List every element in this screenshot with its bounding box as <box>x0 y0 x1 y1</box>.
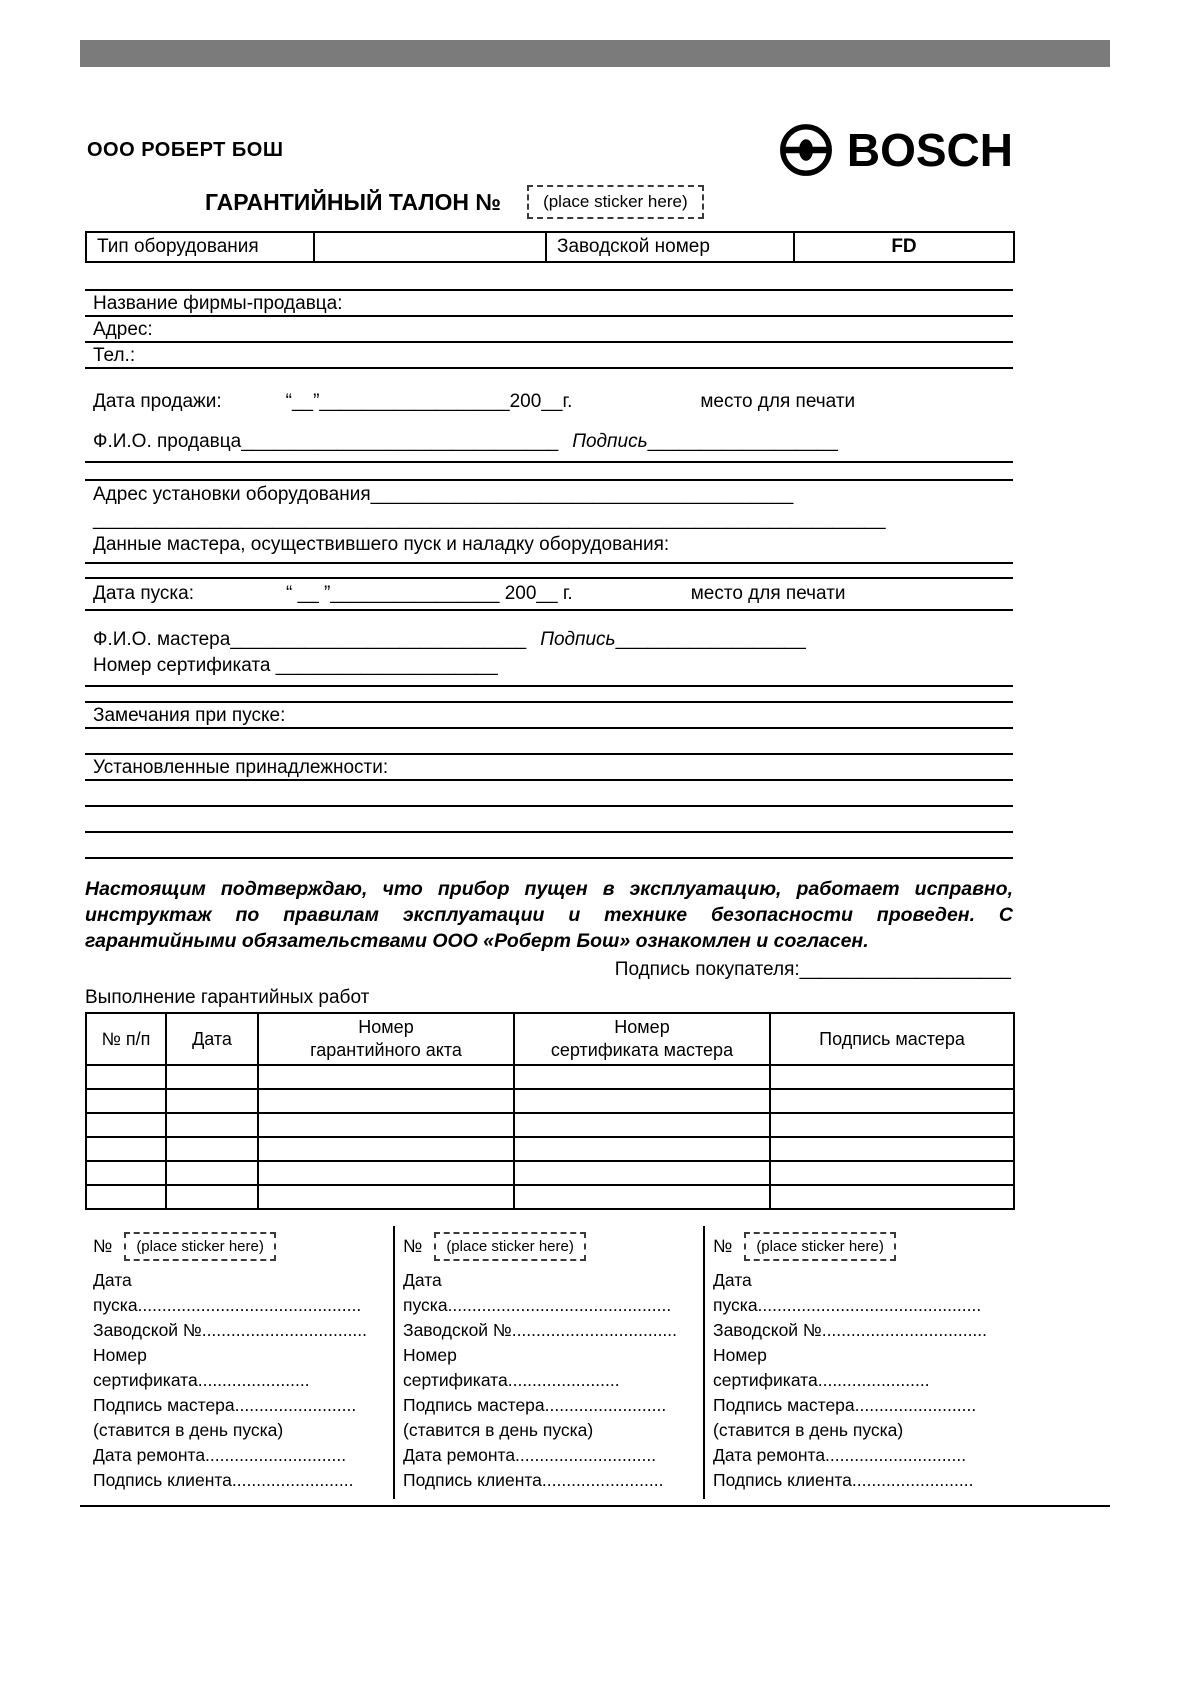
certificate-label: Номер сертификата <box>93 655 276 676</box>
blank-line-row <box>85 781 1013 807</box>
warranty-works-table <box>85 1012 1015 1210</box>
warranty-empty-cell <box>258 1137 514 1161</box>
title-row <box>205 185 1013 219</box>
stamp-place-note: место для печати <box>700 391 856 412</box>
col-header-master-cert <box>514 1013 770 1065</box>
buyer-signature-row <box>85 959 1013 981</box>
header-line: Дата <box>192 1028 232 1049</box>
coupon-line-start: пуска.............................................. <box>713 1294 982 1315</box>
seller-phone-label: Тел.: <box>93 345 136 366</box>
seller-firm-label: Название фирмы-продавца: <box>93 293 343 314</box>
coupon-header <box>93 1228 383 1266</box>
remarks-label: Замечания при пуске: <box>93 705 286 726</box>
fd-label: FD <box>794 232 1014 262</box>
master-signature-row <box>85 629 1013 651</box>
coupon-line-cert-num: сертификата....................... <box>403 1369 620 1390</box>
coupon-line-serial: Заводской №.................................. <box>403 1319 678 1340</box>
warranty-empty-cell <box>514 1161 770 1185</box>
bottom-divider <box>80 1505 1110 1507</box>
master-sign-label: Подпись <box>540 629 616 650</box>
coupon-line-start: пуска.............................................. <box>403 1294 672 1315</box>
sticker-placeholder: (place sticker here) <box>527 185 704 219</box>
warranty-empty-cell <box>166 1089 258 1113</box>
seller-firm-row <box>85 291 1013 317</box>
warranty-empty-cell <box>770 1113 1014 1137</box>
bosch-logo-text: BOSCH <box>846 124 1013 176</box>
coupon-sticker-placeholder: (place sticker here) <box>124 1232 276 1261</box>
coupon-1 <box>85 1226 393 1499</box>
sale-date-blank: “__”__________________200__г. <box>285 391 573 412</box>
warranty-works-title: Выполнение гарантийных работ <box>85 986 370 1008</box>
coupon-number-label: № <box>403 1236 423 1257</box>
blank-line-row <box>85 729 1013 755</box>
coupon-2 <box>393 1226 703 1499</box>
equipment-table <box>85 231 1015 263</box>
stamp-place-note-2: место для печати <box>690 583 846 604</box>
master-name-blank: ____________________________ <box>230 629 527 650</box>
coupon-line-cert-word: Номер <box>713 1344 767 1365</box>
col-header-act-number <box>258 1013 514 1065</box>
coupon-line-note: (ставится в день пуска) <box>713 1419 904 1440</box>
seller-address-row <box>85 317 1013 343</box>
warranty-empty-cell <box>166 1113 258 1137</box>
coupon-header <box>713 1228 1003 1266</box>
warranty-empty-cell <box>258 1113 514 1137</box>
warranty-empty-cell <box>514 1113 770 1137</box>
start-date-blank: “ __ ”________________ 200__ г. <box>286 583 573 604</box>
coupons-row <box>85 1226 1013 1499</box>
coupon-line-repair-date: Дата ремонта............................. <box>93 1444 347 1465</box>
warranty-empty-row <box>86 1137 1014 1161</box>
install-address-blank: ________________________________________ <box>370 484 794 505</box>
coupon-line-repair-date: Дата ремонта............................. <box>713 1444 967 1465</box>
warranty-empty-cell <box>258 1185 514 1209</box>
warranty-empty-cell <box>514 1065 770 1089</box>
coupon-sticker-placeholder: (place sticker here) <box>744 1232 896 1261</box>
coupon-line-master-sign: Подпись мастера......................... <box>713 1394 977 1415</box>
certificate-number-row <box>85 651 1013 687</box>
warranty-empty-row <box>86 1065 1014 1089</box>
warranty-empty-row <box>86 1161 1014 1185</box>
coupon-line-serial: Заводской №.................................. <box>713 1319 988 1340</box>
warranty-empty-cell <box>258 1089 514 1113</box>
master-data-header: Данные мастера, осуществившего пуск и наладку оборудования: <box>93 534 670 555</box>
bosch-logo <box>779 123 1013 177</box>
warranty-empty-cell <box>166 1161 258 1185</box>
seller-signature-row <box>85 431 1013 463</box>
seller-sign-blank: __________________ <box>647 431 838 452</box>
coupon-line-date: Дата <box>403 1269 442 1290</box>
buyer-sign-label: Подпись покупателя: <box>614 958 800 980</box>
warranty-table-body <box>86 1065 1014 1209</box>
doc-title: ГАРАНТИЙНЫЙ ТАЛОН № <box>205 188 502 215</box>
bosch-armature-icon <box>779 123 833 177</box>
coupon-line-cert-word: Номер <box>403 1344 457 1365</box>
seller-name-label: Ф.И.О. продавца <box>93 431 242 452</box>
coupon-line-client-sign: Подпись клиента......................... <box>713 1469 974 1490</box>
buyer-sign-blank: ____________________ <box>799 958 1011 980</box>
coupon-line-client-sign: Подпись клиента......................... <box>403 1469 664 1490</box>
coupon-line-repair-date: Дата ремонта............................. <box>403 1444 657 1465</box>
master-data-header-row <box>85 531 1013 564</box>
coupon-line-start: пуска.............................................. <box>93 1294 362 1315</box>
warranty-empty-row <box>86 1185 1014 1209</box>
header-line: Номер <box>614 1017 670 1038</box>
warranty-empty-row <box>86 1089 1014 1113</box>
master-sign-blank: __________________ <box>615 629 806 650</box>
sale-date-row <box>85 391 1013 413</box>
accessories-label-row <box>85 755 1013 781</box>
warranty-empty-cell <box>770 1185 1014 1209</box>
coupon-3 <box>703 1226 1013 1499</box>
start-date-label: Дата пуска: <box>93 583 195 604</box>
coupon-line-cert-num: сертификата....................... <box>93 1369 310 1390</box>
blank-line-row <box>85 833 1013 859</box>
install-section <box>85 479 1013 564</box>
coupon-line-date: Дата <box>93 1269 132 1290</box>
seller-section <box>85 289 1013 369</box>
notes-section <box>85 701 1013 859</box>
warranty-empty-cell <box>258 1161 514 1185</box>
seller-name-blank: ______________________________ <box>241 431 559 452</box>
header-line: сертификата мастера <box>550 1039 734 1060</box>
warranty-empty-cell <box>86 1185 166 1209</box>
warranty-empty-cell <box>86 1089 166 1113</box>
equip-type-value <box>314 232 546 262</box>
page-inner <box>85 121 1013 1499</box>
confirmation-paragraph: Настоящим подтверждаю, что прибор пущен в эксплуатацию, работает исправно, инструктаж по правилам эксплуатации и технике безопасности проведен. С гарантийными обязательствами ООО «Роберт Бош» ознакомлен и согласен. <box>85 878 1013 952</box>
coupon-number-label: № <box>93 1236 113 1257</box>
page-content <box>80 40 1110 1499</box>
warranty-empty-cell <box>514 1185 770 1209</box>
install-address-row-2 <box>85 506 1013 531</box>
header-line: гарантийного акта <box>310 1039 462 1060</box>
warranty-empty-cell <box>166 1137 258 1161</box>
warranty-empty-cell <box>86 1113 166 1137</box>
warranty-empty-cell <box>86 1065 166 1089</box>
warranty-empty-row <box>86 1113 1014 1137</box>
warranty-empty-cell <box>86 1137 166 1161</box>
warranty-empty-cell <box>770 1089 1014 1113</box>
header-bar <box>80 40 1110 67</box>
equipment-row <box>86 232 1014 262</box>
install-address-blank-2: ___________________________________________________________________________ <box>93 509 886 530</box>
company-name: ООО РОБЕРТ БОШ <box>87 138 284 161</box>
coupon-line-date: Дата <box>713 1269 752 1290</box>
coupon-line-cert-num: сертификата....................... <box>713 1369 930 1390</box>
header-line: № п/п <box>101 1028 151 1049</box>
warranty-empty-cell <box>258 1065 514 1089</box>
coupon-line-master-sign: Подпись мастера......................... <box>93 1394 357 1415</box>
col-header-num <box>86 1013 166 1065</box>
warranty-header-row <box>86 1013 1014 1065</box>
blank-line-row <box>85 807 1013 833</box>
col-header-master-sign <box>770 1013 1014 1065</box>
coupon-number-label: № <box>713 1236 733 1257</box>
coupon-line-serial: Заводской №.................................. <box>93 1319 368 1340</box>
seller-phone-row <box>85 343 1013 369</box>
equip-type-label: Тип оборудования <box>86 232 314 262</box>
sale-date-label: Дата продажи: <box>93 391 222 412</box>
warranty-empty-cell <box>770 1137 1014 1161</box>
header-line: Подпись мастера <box>819 1028 965 1049</box>
start-date-row <box>85 577 1013 611</box>
coupon-header <box>403 1228 693 1266</box>
remarks-label-row <box>85 703 1013 729</box>
coupon-sticker-placeholder: (place sticker here) <box>434 1232 586 1261</box>
warranty-empty-cell <box>86 1161 166 1185</box>
warranty-empty-cell <box>166 1065 258 1089</box>
serial-number-label: Заводской номер <box>546 232 794 262</box>
warranty-empty-cell <box>770 1161 1014 1185</box>
accessories-label: Установленные принадлежности: <box>93 757 389 778</box>
coupon-line-cert-word: Номер <box>93 1344 147 1365</box>
seller-address-label: Адрес: <box>93 319 153 340</box>
coupon-line-note: (ставится в день пуска) <box>93 1419 284 1440</box>
master-name-label: Ф.И.О. мастера <box>93 629 231 650</box>
install-address-label: Адрес установки оборудования <box>93 484 371 505</box>
header-line: Номер <box>358 1017 414 1038</box>
warranty-empty-cell <box>514 1137 770 1161</box>
warranty-empty-cell <box>166 1185 258 1209</box>
coupon-line-client-sign: Подпись клиента......................... <box>93 1469 354 1490</box>
certificate-blank: _____________________ <box>275 655 498 676</box>
seller-sign-label: Подпись <box>572 431 648 452</box>
col-header-date <box>166 1013 258 1065</box>
coupon-line-note: (ставится в день пуска) <box>403 1419 594 1440</box>
install-address-row <box>85 481 1013 506</box>
warranty-empty-cell <box>514 1089 770 1113</box>
coupon-line-master-sign: Подпись мастера......................... <box>403 1394 667 1415</box>
warranty-empty-cell <box>770 1065 1014 1089</box>
document-header <box>85 121 1013 179</box>
